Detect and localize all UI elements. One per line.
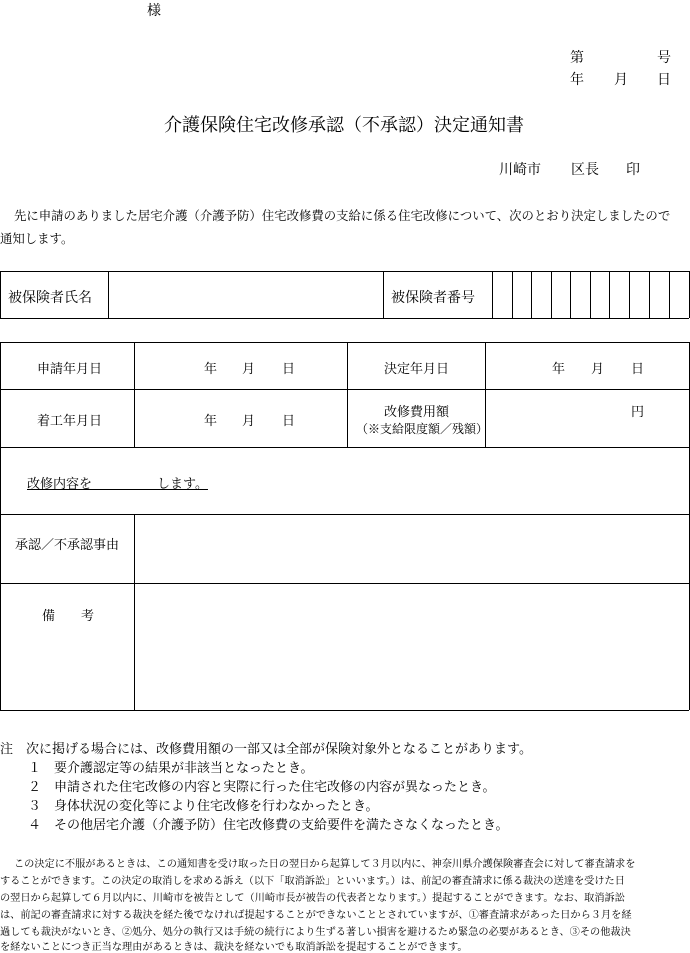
yen-unit: 円: [631, 405, 645, 420]
insured-name-label: 被保険者氏名: [8, 290, 92, 306]
notes-item-3: ３ 身体状況の変化等により住宅改修を行わなかったとき。: [28, 799, 379, 814]
decision-date-year: 年: [552, 362, 566, 377]
renovation-cost-field[interactable]: [486, 391, 688, 446]
reason-field[interactable]: [135, 516, 688, 582]
notes-item-2: ２ 申請された住宅改修の内容と実際に行った住宅改修の内容が異なったとき。: [28, 780, 496, 795]
issuer-city: 川崎市: [499, 162, 541, 178]
document-title: 介護保険住宅改修承認（不承認）決定通知書: [164, 115, 524, 136]
appeal-line-6: を経ないことにつき正当な理由があるときは、裁決を経ないでも取消訴訟を提起することができます。: [0, 942, 468, 953]
intro-line-2: 通知します。: [0, 231, 74, 246]
notes-item-4: ４ その他居宅介護（介護予防）住宅改修費の支給要件を満たさなくなったとき。: [28, 818, 509, 833]
start-date-label: 着工年月日: [37, 414, 103, 429]
issue-date-year: 年: [570, 72, 584, 88]
notes-heading: 注 次に掲げる場合には、改修費用額の一部又は全部が保険対象外となることがあります。: [0, 742, 532, 757]
appeal-line-5: 過しても裁決がないとき、②処分、処分の執行又は手続の続行により生ずる著しい損害を避けるため緊急の必要があるとき、③その他裁決: [0, 927, 631, 938]
remarks-field[interactable]: [135, 585, 688, 709]
appeal-line-2: することができます。この決定の取消しを求める訴え（以下「取消訴訟」といいます。）は、前記の審査請求に係る裁決の送達を受けた日: [0, 876, 625, 887]
application-date-year: 年: [204, 362, 218, 377]
doc-number-dai: 第: [570, 50, 584, 66]
renovation-cost-label: 改修費用額: [384, 405, 450, 420]
issuer-ward-chief: 区長: [571, 162, 599, 178]
renovation-content-text: 改修内容を します。: [27, 477, 208, 492]
application-date-label: 申請年月日: [37, 362, 103, 377]
addressee-suffix: 様: [147, 3, 161, 19]
intro-line-1: 先に申請のありました居宅介護（介護予防）住宅改修費の支給に係る住宅改修について、次のとおり決定しましたので: [14, 208, 671, 223]
issue-date-month: 月: [614, 72, 628, 88]
issuer-seal: 印: [626, 162, 640, 178]
insured-number-boxes[interactable]: [493, 273, 688, 317]
start-date-month: 月: [242, 414, 256, 429]
application-date-field[interactable]: [135, 344, 346, 388]
application-date-month: 月: [242, 362, 256, 377]
appeal-line-3: の翌日から起算して６月以内に、川崎市を被告として（川崎市長が被告の代表者となります。）提起することができます。なお、取消訴訟: [0, 893, 625, 904]
renovation-cost-sublabel: （※支給限度額／残額）: [356, 422, 489, 436]
insured-name-field[interactable]: [110, 273, 382, 317]
doc-number-go: 号: [657, 50, 671, 66]
start-date-year: 年: [204, 414, 218, 429]
application-date-day: 日: [282, 362, 296, 377]
decision-date-label: 決定年月日: [384, 362, 450, 377]
appeal-line-1: この決定に不服があるときは、この通知書を受け取った日の翌日から起算して３月以内に、神奈川県介護保険審査会に対して審査請求を: [14, 859, 636, 870]
insured-number-label: 被保険者番号: [391, 290, 475, 306]
issue-date-day: 日: [657, 72, 671, 88]
decision-date-field[interactable]: [486, 344, 688, 388]
remarks-label: 備 考: [42, 609, 95, 624]
start-date-day: 日: [282, 414, 296, 429]
notes-item-1: １ 要介護認定等の結果が非該当となったとき。: [28, 761, 314, 776]
decision-date-month: 月: [591, 362, 605, 377]
start-date-field[interactable]: [135, 391, 346, 446]
decision-date-day: 日: [631, 362, 645, 377]
appeal-line-4: は、前記の審査請求に対する裁決を経た後でなければ提起することができないこととされていますが、①審査請求があった日から３月を経: [0, 910, 632, 921]
reason-label: 承認／不承認事由: [15, 538, 120, 553]
